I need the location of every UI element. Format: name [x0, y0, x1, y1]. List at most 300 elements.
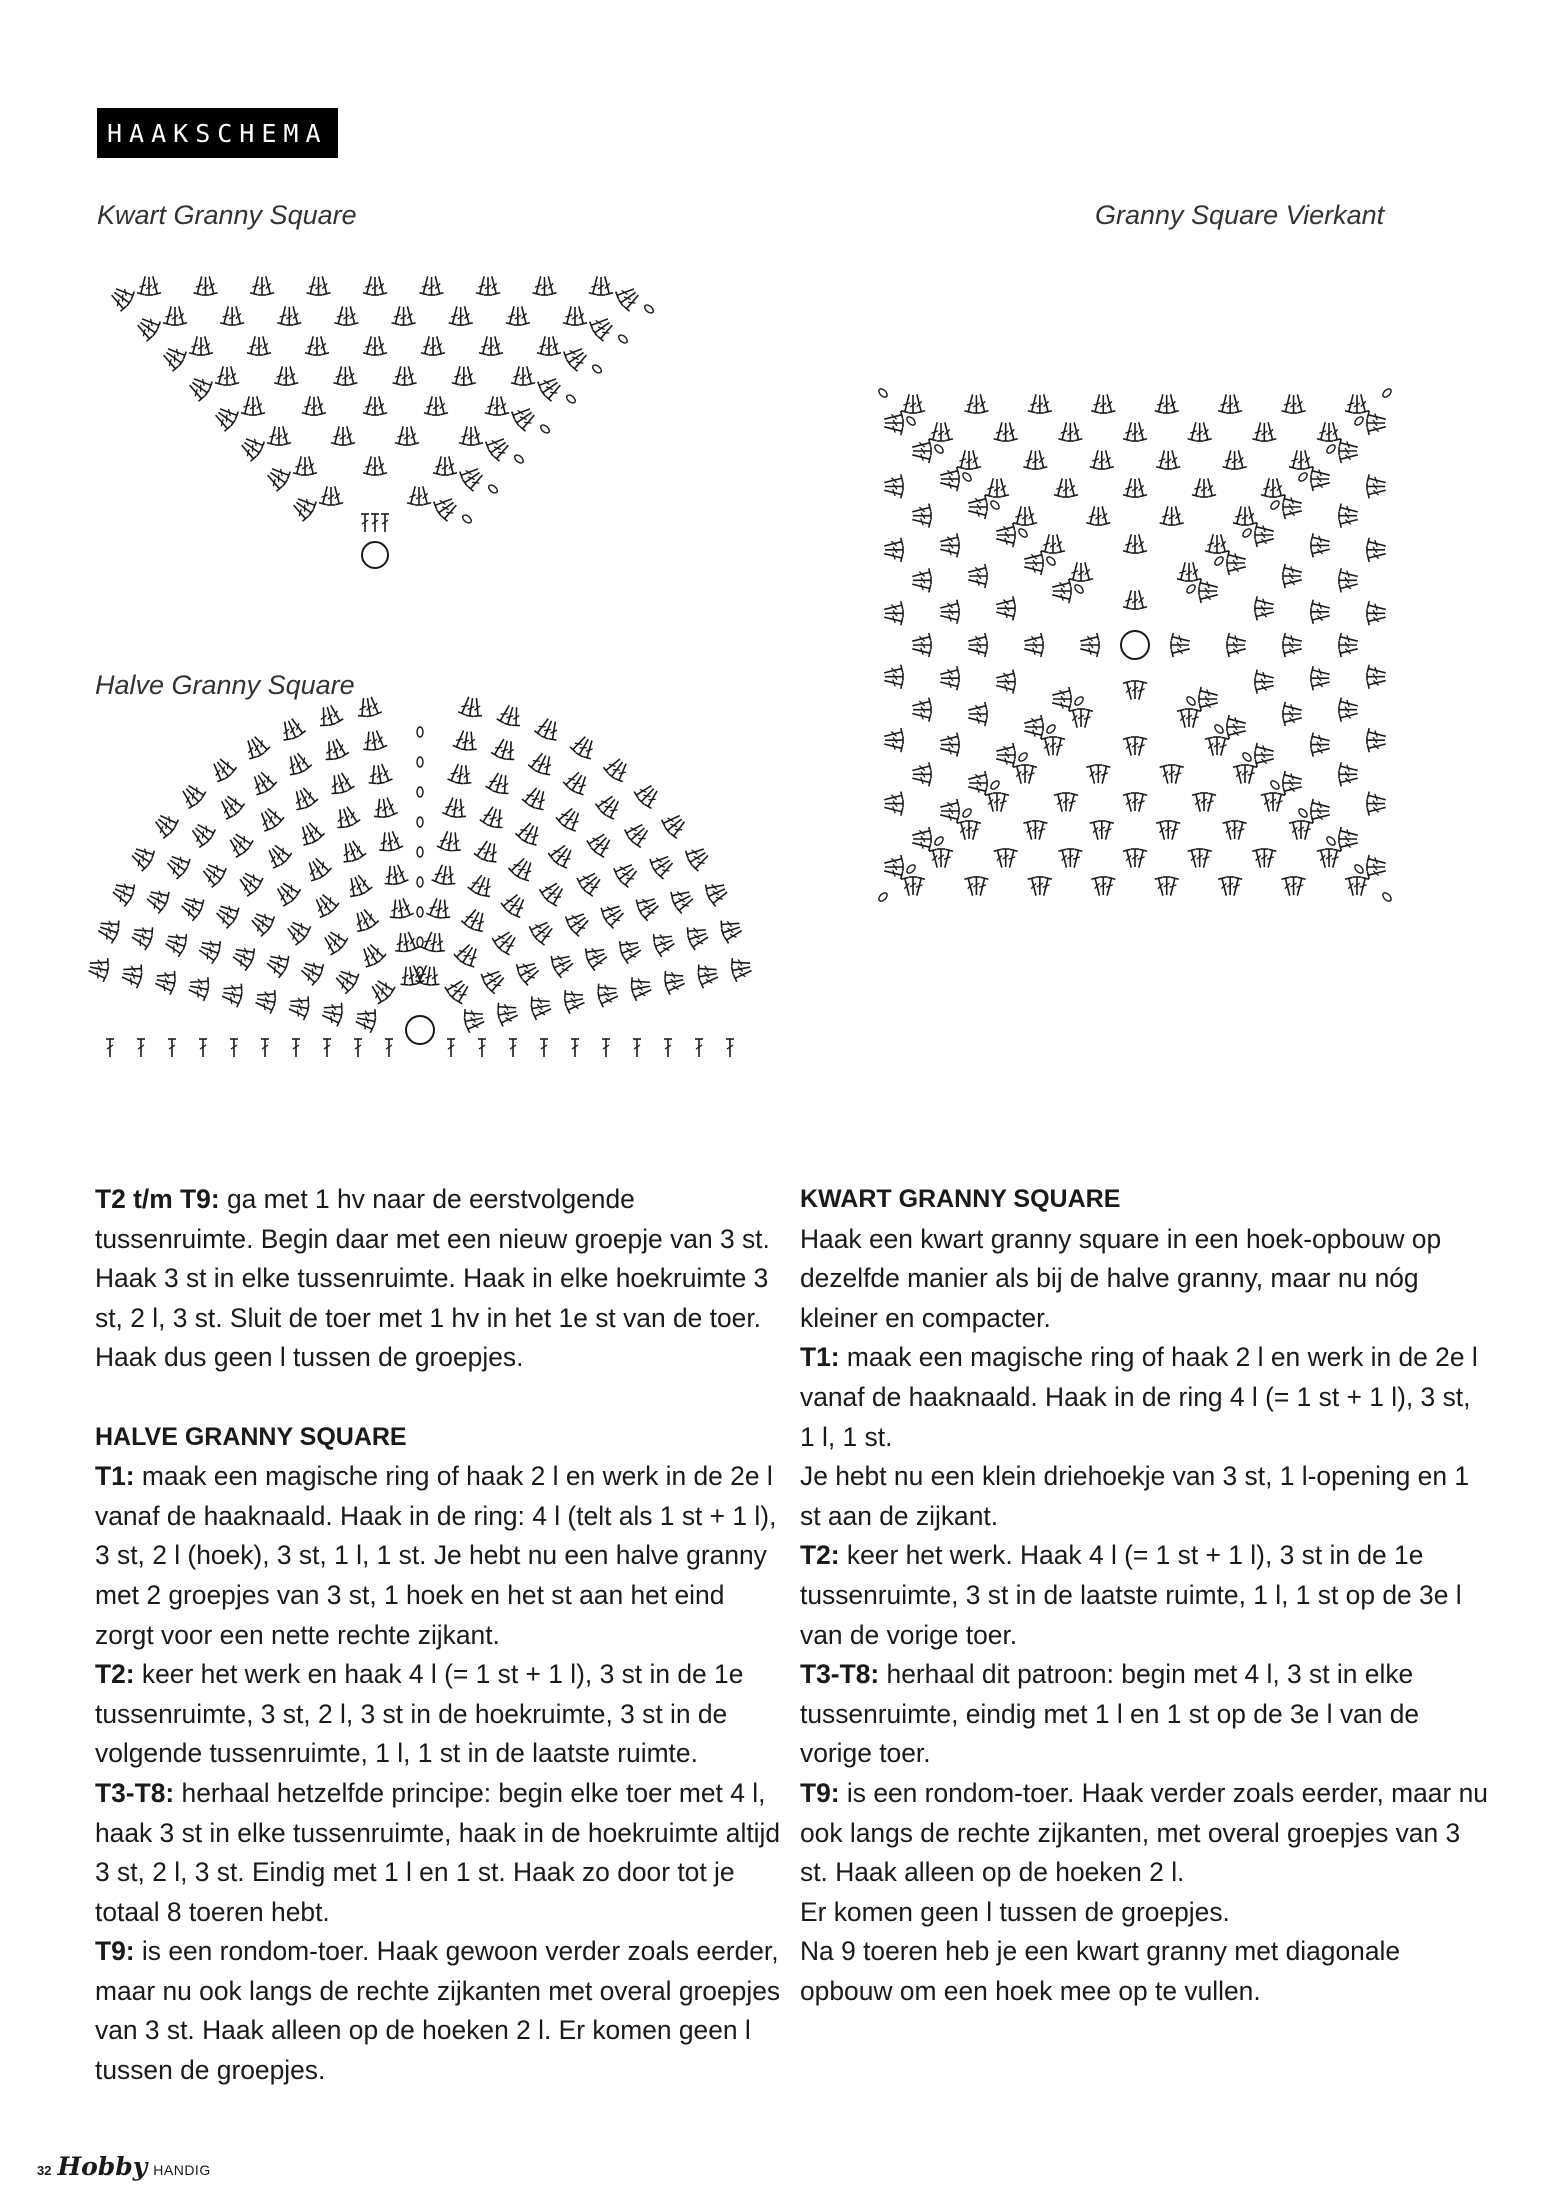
- stitch-mark: [1163, 395, 1171, 413]
- stitch-group: [496, 999, 520, 1026]
- stitch-group: [1123, 849, 1147, 869]
- stitch-group: [1023, 449, 1047, 469]
- stitch-group: [1367, 728, 1387, 752]
- stitch-mark: [1135, 793, 1147, 812]
- stitch-mark: [1339, 576, 1357, 584]
- stitch-group: [599, 899, 628, 930]
- stitch-group: [1123, 421, 1147, 441]
- stitch-group: [1223, 449, 1247, 469]
- stitch-group: [1311, 733, 1331, 757]
- stitch-mark: [615, 762, 629, 782]
- stitch-group: [271, 877, 302, 908]
- chain-mark: [1381, 387, 1392, 398]
- stitch-mark: [1230, 393, 1242, 412]
- stitch-mark: [1223, 821, 1235, 840]
- stitch-mark: [315, 277, 323, 295]
- stitch-mark: [400, 307, 408, 325]
- stitch-mark: [1339, 504, 1358, 516]
- stitch-mark: [1091, 877, 1103, 896]
- stitch-mark: [363, 455, 375, 474]
- stitch-mark: [395, 933, 405, 952]
- stitch-mark: [883, 486, 902, 498]
- stitch-group: [392, 930, 419, 953]
- stitch-mark: [223, 367, 231, 385]
- chain-mark: [1185, 583, 1196, 594]
- stitch-mark: [1090, 449, 1102, 468]
- stitch-mark: [1339, 641, 1357, 649]
- stitch-group: [995, 523, 1015, 547]
- stitch-mark: [1367, 419, 1385, 427]
- stitch-group: [510, 402, 540, 433]
- stitch-mark: [467, 427, 475, 445]
- stitch-mark: [227, 365, 239, 384]
- right-t9-note-2: Na 9 toeren heb je een kwart granny met diagonale opbouw om een hoek mee op te vullen.: [800, 1936, 1401, 2006]
- stitch-mark: [1231, 451, 1239, 469]
- stitch-mark: [1223, 449, 1235, 468]
- stitch-group: [1123, 681, 1147, 701]
- stitch-group: [253, 987, 277, 1014]
- stitch-mark: [275, 427, 283, 445]
- stitch-mark: [253, 395, 265, 414]
- stitch-mark: [1156, 821, 1168, 840]
- stitch-mark: [1339, 762, 1358, 774]
- stitch-mark: [1367, 673, 1385, 681]
- stitch-group: [86, 955, 110, 982]
- stitch-mark: [1345, 393, 1357, 412]
- stitch-group: [883, 728, 903, 752]
- stitch-mark: [1311, 745, 1330, 757]
- stitch-mark: [939, 467, 958, 479]
- chain-mark: [417, 727, 423, 737]
- stitch-mark: [491, 335, 503, 354]
- stitch-mark: [1213, 535, 1221, 553]
- stitch-group: [563, 987, 587, 1014]
- stitch-mark: [995, 743, 1014, 755]
- stitch-mark: [1367, 601, 1386, 613]
- chain-mark: [1353, 863, 1364, 874]
- stitch-mark: [1283, 783, 1302, 795]
- stitch-mark: [262, 275, 274, 294]
- chain-mark: [1325, 443, 1336, 454]
- stitch-mark: [1185, 709, 1193, 727]
- stitch-mark: [1135, 737, 1147, 756]
- brand-logo: Hobby: [57, 2152, 148, 2181]
- stitch-mark: [1013, 765, 1025, 784]
- stitch-mark: [1311, 545, 1330, 557]
- stitch-mark: [721, 919, 739, 928]
- stitch-mark: [342, 307, 350, 325]
- stitch-mark: [506, 305, 518, 324]
- stitch-mark: [199, 1039, 207, 1057]
- stitch-group: [162, 928, 189, 957]
- stitch-mark: [941, 608, 959, 616]
- stitch-group: [224, 828, 255, 859]
- stitch-mark: [1283, 507, 1302, 519]
- stitch-mark: [633, 1039, 641, 1057]
- stitch-group: [1123, 793, 1147, 813]
- stitch-group: [1367, 855, 1387, 879]
- stitch-group: [176, 779, 207, 810]
- stitch-mark: [911, 774, 930, 786]
- stitch-mark: [1023, 551, 1042, 563]
- stitch-group: [704, 877, 732, 907]
- stitch-mark: [1339, 516, 1358, 528]
- stitch-mark: [1283, 771, 1302, 783]
- chain-mark: [933, 443, 944, 454]
- stitch-mark: [967, 645, 986, 657]
- stitch-mark: [189, 335, 201, 354]
- stitch-group: [1255, 743, 1275, 767]
- stitch-mark: [1196, 423, 1204, 441]
- stitch-mark: [1255, 531, 1273, 539]
- stitch-mark: [1155, 393, 1167, 412]
- left-t9-paragraph: [95, 1932, 785, 2090]
- stitch-mark: [1002, 423, 1010, 441]
- stitch-mark: [1135, 589, 1147, 608]
- stitch-group: [911, 633, 931, 657]
- stitch-group: [274, 365, 298, 385]
- stitch-mark: [571, 1039, 579, 1057]
- stitch-mark: [346, 305, 358, 324]
- stitch-mark: [1311, 666, 1330, 678]
- stitch-mark: [1035, 821, 1047, 840]
- stitch-mark: [1023, 633, 1042, 645]
- stitch-mark: [1135, 533, 1147, 552]
- stitch-mark: [371, 397, 379, 415]
- stitch-mark: [345, 365, 357, 384]
- stitch-mark: [1260, 849, 1268, 867]
- stitch-mark: [485, 395, 497, 414]
- stitch-mark: [1311, 741, 1329, 749]
- stitch-group: [1311, 467, 1331, 491]
- stitch-mark: [1235, 821, 1247, 840]
- stitch-mark: [1131, 535, 1139, 553]
- stitch-mark: [1325, 849, 1333, 867]
- stitch-group: [883, 665, 903, 689]
- stitch-mark: [334, 305, 346, 324]
- stitch-group: [1028, 393, 1052, 413]
- stitch-group: [479, 335, 503, 355]
- stitch-mark: [911, 580, 930, 592]
- stitch-mark: [145, 277, 153, 295]
- stitch-mark: [395, 425, 407, 444]
- chain-mark: [513, 453, 525, 464]
- stitch-group: [1339, 698, 1359, 722]
- quarter-granny-heading: KWART GRANNY SQUARE: [800, 1185, 1121, 1213]
- stitch-mark: [1167, 877, 1179, 896]
- stitch-group: [995, 670, 1015, 694]
- stitch-mark: [1036, 395, 1044, 413]
- stitch-mark: [1255, 682, 1274, 694]
- right-t2-paragraph: [800, 1536, 1490, 1655]
- stitch-mark: [1025, 641, 1043, 649]
- stitch-mark: [261, 1039, 269, 1057]
- stitch-mark: [1123, 737, 1135, 756]
- stitch-group: [447, 762, 474, 785]
- stitch-group: [597, 980, 621, 1007]
- stitch-mark: [488, 275, 500, 294]
- stitch-mark: [913, 393, 925, 412]
- stitch-mark: [299, 826, 311, 845]
- stitch-group: [220, 980, 244, 1007]
- stitch-group: [433, 455, 457, 475]
- stitch-mark: [186, 782, 206, 798]
- stitch-mark: [1049, 737, 1057, 755]
- stitch-mark: [1053, 695, 1071, 703]
- stitch-mark: [565, 990, 583, 999]
- stitch-group: [901, 393, 925, 413]
- stitch-group: [1051, 687, 1071, 711]
- stitch-mark: [883, 867, 902, 879]
- stitch-mark: [1199, 699, 1218, 711]
- stitch-mark: [913, 770, 931, 778]
- stitch-group: [132, 312, 162, 343]
- stitch-mark: [1367, 550, 1386, 562]
- stitch-mark: [1131, 423, 1139, 441]
- stitch-mark: [232, 305, 244, 324]
- stitch-mark: [484, 277, 492, 295]
- stitch-mark: [1227, 645, 1246, 657]
- stitch-mark: [1218, 393, 1230, 412]
- stitch-mark: [1283, 503, 1301, 511]
- stitch-mark: [419, 485, 431, 504]
- stitch-mark: [234, 831, 254, 847]
- stitch-mark: [317, 335, 329, 354]
- stitch-mark: [433, 335, 445, 354]
- stitch-group: [119, 961, 143, 988]
- left-t2-label: T2:: [95, 1659, 135, 1690]
- stitch-mark: [532, 275, 544, 294]
- stitch-mark: [471, 425, 483, 444]
- stitch-mark: [939, 733, 958, 745]
- stitch-mark: [1028, 877, 1040, 896]
- stitch-group: [1339, 504, 1359, 528]
- stitch-group: [1311, 799, 1331, 823]
- stitch-mark: [1301, 821, 1313, 840]
- stitch-group: [1339, 633, 1359, 657]
- stitch-mark: [1227, 563, 1246, 575]
- stitch-group: [1054, 477, 1078, 497]
- stitch-mark: [901, 877, 913, 896]
- stitch-mark: [1227, 633, 1246, 645]
- stitch-mark: [241, 395, 253, 414]
- stitch-mark: [969, 572, 987, 580]
- stitch-mark: [1367, 867, 1386, 879]
- stitch-mark: [449, 305, 461, 324]
- stitch-group: [229, 942, 256, 972]
- stitch-mark: [607, 799, 622, 819]
- stitch-mark: [1041, 737, 1053, 756]
- stitch-group: [184, 372, 214, 403]
- stitch-group: [305, 335, 329, 355]
- stitch-mark: [1160, 765, 1172, 784]
- stitch-mark: [1255, 743, 1274, 755]
- stitch-mark: [1123, 533, 1135, 552]
- stitch-mark: [883, 677, 902, 689]
- stitch-mark: [381, 514, 389, 532]
- stitch-mark: [1189, 709, 1201, 728]
- stitch-mark: [509, 1039, 517, 1057]
- stitch-mark: [1031, 451, 1039, 469]
- stitch-group: [246, 907, 276, 938]
- stitch-group: [343, 871, 373, 899]
- stitch-mark: [1123, 793, 1135, 812]
- stitch-mark: [1367, 482, 1385, 490]
- stitch-mark: [1200, 793, 1208, 811]
- stitch-mark: [375, 395, 387, 414]
- left-t9-label: T9:: [95, 1936, 135, 1967]
- stitch-mark: [1367, 474, 1386, 486]
- stitch-mark: [1172, 765, 1184, 784]
- stitch-mark: [441, 457, 449, 475]
- stitch-mark: [941, 741, 959, 749]
- stitch-group: [1123, 533, 1147, 553]
- stitch-group: [633, 779, 664, 810]
- stitch-mark: [1339, 827, 1358, 839]
- stitch-mark: [379, 832, 389, 851]
- stitch-mark: [941, 849, 953, 868]
- stitch-mark: [1172, 505, 1184, 524]
- right-t1-note: Je hebt nu een klein driehoekje van 3 st, 1 l-opening en 1 st aan de zijkant.: [800, 1461, 1470, 1531]
- right-t3t8-text: herhaal dit patroon: begin met 4 l, 3 st in elke tussenruimte, eindig met 1 l en 1 st op de 3e l van de vorige toer.: [800, 1659, 1420, 1769]
- stitch-group: [1227, 551, 1247, 575]
- stitch-mark: [883, 550, 902, 562]
- stitch-mark: [459, 425, 471, 444]
- stitch-group: [1283, 564, 1303, 588]
- stitch-group: [634, 891, 663, 922]
- stitch-mark: [913, 576, 931, 584]
- stitch-mark: [1367, 863, 1385, 871]
- stitch-mark: [1311, 479, 1330, 491]
- stitch-mark: [478, 1039, 486, 1057]
- stitch-group: [967, 702, 987, 726]
- stitch-group: [1345, 877, 1369, 897]
- stitch-mark: [994, 421, 1006, 440]
- stitch-mark: [521, 861, 534, 881]
- stitch-group: [1367, 474, 1387, 498]
- stitch-mark: [969, 821, 981, 840]
- stitch-mark: [1311, 475, 1329, 483]
- stitch-group: [995, 596, 1015, 620]
- stitch-mark: [732, 958, 750, 967]
- stitch-mark: [134, 926, 153, 935]
- stitch-mark: [964, 877, 976, 896]
- stitch-group: [332, 803, 361, 829]
- stitch-mark: [255, 910, 275, 924]
- stitch-group: [685, 922, 711, 951]
- stitch-group: [267, 425, 291, 445]
- stitch-mark: [498, 1003, 516, 1012]
- chain-mark: [877, 387, 888, 398]
- stitch-group: [293, 455, 317, 475]
- stitch-mark: [913, 512, 931, 520]
- stitch-group: [507, 853, 538, 883]
- stitch-mark: [576, 775, 589, 795]
- stitch-mark: [519, 367, 527, 385]
- stitch-mark: [291, 919, 311, 934]
- stitch-mark: [323, 1039, 331, 1057]
- stitch-mark: [302, 395, 314, 414]
- stitch-group: [612, 858, 642, 889]
- stitch-mark: [957, 449, 969, 468]
- stitch-mark: [911, 516, 930, 528]
- stitch-group: [985, 793, 1009, 813]
- chain-mark: [1241, 527, 1252, 538]
- stitch-group: [366, 762, 393, 785]
- stitch-mark: [1213, 737, 1221, 755]
- stitch-mark: [314, 395, 326, 414]
- stitch-group: [241, 395, 265, 415]
- stitch-group: [1156, 449, 1180, 469]
- stitch-mark: [1025, 765, 1037, 784]
- stitch-group: [964, 877, 988, 897]
- chain-mark: [591, 363, 603, 374]
- stitch-mark: [167, 345, 187, 359]
- stitch-group: [143, 884, 171, 914]
- stitch-mark: [452, 365, 464, 384]
- stitch-mark: [1294, 393, 1306, 412]
- stitch-group: [1086, 505, 1110, 525]
- stitch-group: [569, 732, 600, 761]
- stitch-group: [162, 849, 192, 880]
- stitch-mark: [1066, 477, 1078, 496]
- stitch-mark: [1168, 765, 1176, 783]
- stitch-mark: [1252, 849, 1264, 868]
- stitch-mark: [375, 335, 387, 354]
- stitch-mark: [1200, 849, 1212, 868]
- stitch-mark: [255, 337, 263, 355]
- stitch-mark: [1135, 421, 1147, 440]
- stitch-mark: [1123, 681, 1135, 700]
- chain-mark: [565, 393, 577, 404]
- stitch-group: [911, 762, 931, 786]
- stitch-mark: [1255, 751, 1273, 759]
- stitch-mark: [511, 365, 523, 384]
- stitch-mark: [967, 702, 986, 714]
- stitch-group: [127, 842, 156, 873]
- stitch-group: [500, 889, 531, 919]
- stitch-mark: [1049, 535, 1057, 553]
- stitch-group: [210, 402, 240, 433]
- stitch-group: [366, 974, 397, 1005]
- left-t2-paragraph: [95, 1655, 785, 1774]
- right-t9-note-1: Er komen geen l tussen de groepjes.: [800, 1896, 1230, 1927]
- stitch-mark: [1066, 423, 1074, 441]
- stitch-group: [460, 905, 490, 933]
- stitch-group: [186, 974, 210, 1001]
- stitch-mark: [1023, 727, 1042, 739]
- stitch-group: [306, 275, 330, 295]
- stitch-group: [1367, 665, 1387, 689]
- left-t2t9-text: ga met 1 hv naar de eerstvolgende tussenruimte. Begin daar met een nieuw groepje van 3 st. Haak 3 st in elke tussenruimte. Haak in elke hoekruimte 3 st, 2 l, 3 st. Sluit de toer met 1 hv in het 1e st van de toer. Haak dus geen l tussen de groepjes.: [95, 1184, 770, 1373]
- stitch-mark: [1367, 800, 1385, 808]
- stitch-group: [1339, 568, 1359, 592]
- left-t1-label: T1:: [95, 1461, 135, 1492]
- chain-mark: [905, 863, 916, 874]
- stitch-mark: [1023, 449, 1035, 468]
- stitch-mark: [390, 899, 400, 918]
- stitch-group: [491, 736, 520, 762]
- stitch-group: [1199, 687, 1219, 711]
- stitch-mark: [250, 275, 262, 294]
- stitch-mark: [1357, 393, 1369, 412]
- stitch-group: [177, 891, 206, 922]
- stitch-mark: [1021, 765, 1029, 783]
- stitch-mark: [404, 305, 416, 324]
- stitch-group: [1069, 561, 1093, 581]
- stitch-group: [533, 715, 563, 743]
- stitch-group: [356, 939, 387, 969]
